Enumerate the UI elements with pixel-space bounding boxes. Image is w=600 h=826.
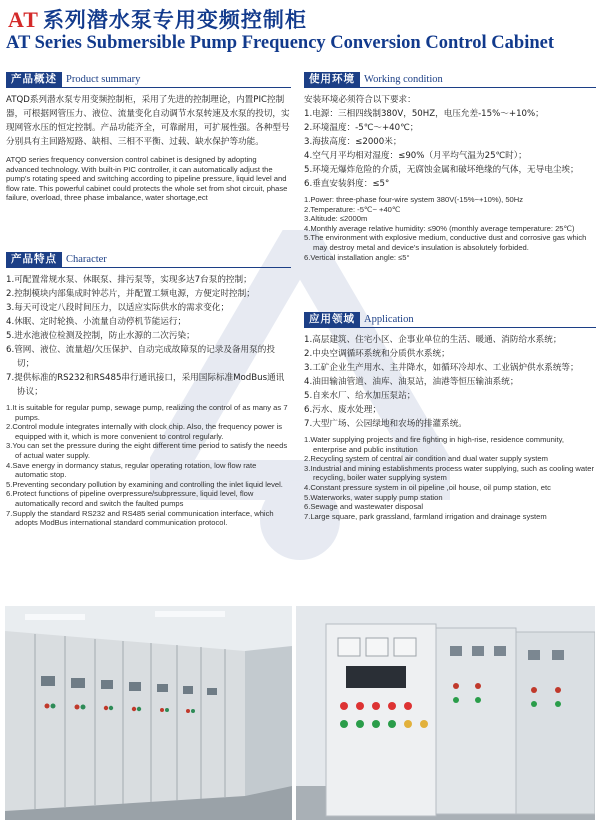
list-item: 6.垂直安装斜度：≤5°: [304, 179, 390, 189]
list-item: 5.Waterworks, water supply pump station: [304, 492, 443, 502]
section-header: [6, 72, 291, 88]
list-item: 5.The environment with explosive medium, conductive dust and corrosive gas which may destroy metal and device's insulation is absolutely forbided.: [304, 233, 587, 252]
list-item: 4.空气月平均相对湿度：≤90%（月平均气温为25℃时）；: [304, 151, 527, 161]
list-item: 2.中央空调循环系统和分质供水系统；: [304, 349, 450, 359]
section-en-title: Product summary: [66, 74, 141, 85]
page-title-cn: AT 系列潜水泵专用变频控制柜: [8, 7, 307, 32]
section-en-title: Application: [364, 314, 414, 325]
section-header: [304, 72, 596, 88]
list-item: 7.Large square, park grassland, farmland irrigation and drainage system: [304, 511, 547, 521]
section-tag: 应用领域: [304, 312, 360, 327]
section-working-condition: [304, 72, 596, 262]
list-item: 4.休眠、定时轮换、小流量自动停机节能运行；: [6, 317, 187, 327]
section-product-summary: [6, 72, 291, 203]
summary-text-cn: ATQD系列潜水泵专用变频控制柜，采用了先进的控制理论，内置PIC控制器，可根据网管压力、液位、流量变化自动调节水泵转速及水泵的投切，实现网管水压的恒定控制。产品功能齐全，可靠耐用，可扩展性强。各种型号分别具有主回路短路、缺相、三相不平衡、过载、缺水保护等功能。: [6, 95, 290, 147]
list-item: 2.Control module integrates internally with clock chip. Also, the frequency power is equipped with it, which is more convenient to control regularly.: [6, 422, 283, 441]
list-item: 5.进水池液位检测及控制，防止水源的二次污染；: [6, 331, 195, 341]
character-list-en: [6, 403, 291, 528]
list-item: 1.高层建筑、住宅小区、企事业单位的生活、暖通、消防给水系统；: [304, 335, 562, 345]
list-item: 4.Constant pressure system in oil pipeline ,oil house, oil pump station, etc: [304, 482, 551, 492]
section-en-title: Working condition: [364, 74, 443, 85]
list-item: 1.Power: three-phase four-wire system 380V(-15%~+10%), 50Hz: [304, 195, 524, 204]
section-header: [6, 252, 291, 268]
section-divider: [6, 267, 291, 268]
list-item: 5.环境无爆炸危险的介质，无腐蚀金属和破坏绝缘的气体，无导电尘埃；: [304, 165, 579, 175]
list-item: 2.Temperature: -5℃~ +40℃: [304, 204, 401, 214]
list-item: 2.控制模块内部集成时钟芯片，并配置工频电源，方便定时控制；: [6, 289, 255, 299]
list-item: 6.Vertical installation angle: ≤5°: [304, 252, 410, 262]
page-title-en: AT Series Submersible Pump Frequency Conversion Control Cabinet: [6, 33, 554, 53]
section-header: [304, 312, 596, 328]
list-item: 2.Recycling system of central air condition and dual water supply system: [304, 454, 548, 464]
working-intro: 安装环境必须符合以下要求：: [304, 95, 416, 105]
section-divider: [304, 327, 596, 328]
list-item: 1.电源：三相四线制380V，50HZ，电压允差-15%～+10%；: [304, 109, 544, 119]
list-item: 4.油田输油管道、油库、油泵站，油港等恒压输油系统；: [304, 377, 519, 387]
list-item: 7.Supply the standard RS232 and RS485 serial communication interface, which adopts ModBus international standard communication protocol.: [6, 508, 274, 528]
section-character: [6, 252, 291, 528]
section-tag: 产品概述: [6, 72, 62, 87]
list-item: 3.工矿企业生产用水、主井降水，如循环冷却水、工业锅炉供水系统等；: [304, 363, 579, 373]
list-item: 6.Sewage and wastewater disposal: [304, 502, 424, 512]
list-item: 1.Water supplying projects and fire fighting in high-rise, residence community, enterprise and public institution: [304, 435, 564, 454]
application-list-cn: [304, 333, 596, 431]
cabinet-panel-photo: [296, 606, 595, 820]
list-item: 4.Save energy in dormancy status, regular operating rotation, low flow rate automatic stop.: [6, 460, 257, 480]
list-item: 6.管网、液位、流量超/欠压保护、自动完成故障泵的记录及备用泵的投切；: [6, 345, 275, 369]
list-item: 7.提供标准的RS232和RS485串行通讯接口，采用国际标准ModBus通讯协议；: [6, 373, 285, 397]
list-item: 4.Monthly average relative humidity: ≤90% (monthly average temperature: 25℃): [304, 223, 575, 233]
section-divider: [304, 87, 596, 88]
list-item: 5.自来水厂、给水加压泵站；: [304, 391, 416, 401]
list-item: 3.You can set the pressure during the eight different time period to satisfy the needs of actual water supply.: [6, 441, 288, 460]
cabinet-row-photo: [5, 606, 292, 820]
list-item: 6.污水、废水处理；: [304, 405, 381, 415]
list-item: 2.环境温度：-5℃～+40℃；: [304, 123, 419, 133]
list-item: 3.每天可设定八段时间压力，以适应实际供水的需求变化；: [6, 303, 230, 313]
working-list-en: [304, 195, 596, 262]
list-item: 5.Preventing secondary pollution by examining and controlling the inlet liquid level.: [6, 479, 283, 489]
list-item: 1.可配置常规水泵、休眠泵、排污泵等，实现多达7台泵的控制；: [6, 275, 252, 285]
character-list-cn: [6, 273, 291, 399]
summary-text-en: ATQD series frequency conversion control cabinet is designed by adopting advanced technology. With built-in PIC controller, it can automatically adjust the pump's rotating speed and switching according to pipeline pressure, liquid level and flow rate. This powerful cabinet could protects the whole set from shot circuit, phase failure, overload, three phase imbalance, water shortage,ect: [6, 155, 288, 203]
section-application: [304, 312, 596, 521]
section-tag: 使用环境: [304, 72, 360, 87]
section-en-title: Character: [66, 254, 107, 265]
list-item: 1.It is suitable for regular pump, sewage pump, realizing the control of as many as 7 pumps.: [6, 403, 288, 422]
application-list-en: [304, 435, 596, 521]
section-tag: 产品特点: [6, 252, 62, 267]
list-item: 3.海拔高度：≤2000米；: [304, 137, 402, 147]
list-item: 3.Altitude: ≤2000m: [304, 214, 368, 224]
working-list-cn: [304, 107, 596, 191]
list-item: 6.Protect functions of pipeline overpressure/subpressure, liquid level, flow automatically record and switch the faulted pumps: [6, 489, 254, 508]
list-item: 3.Industrial and mining establishments process water supplying, such as cooling water recycling, boiler water supplying system: [304, 463, 594, 483]
section-divider: [6, 87, 291, 88]
list-item: 7.大型广场、公园绿地和农场的排灌系统。: [304, 419, 467, 429]
